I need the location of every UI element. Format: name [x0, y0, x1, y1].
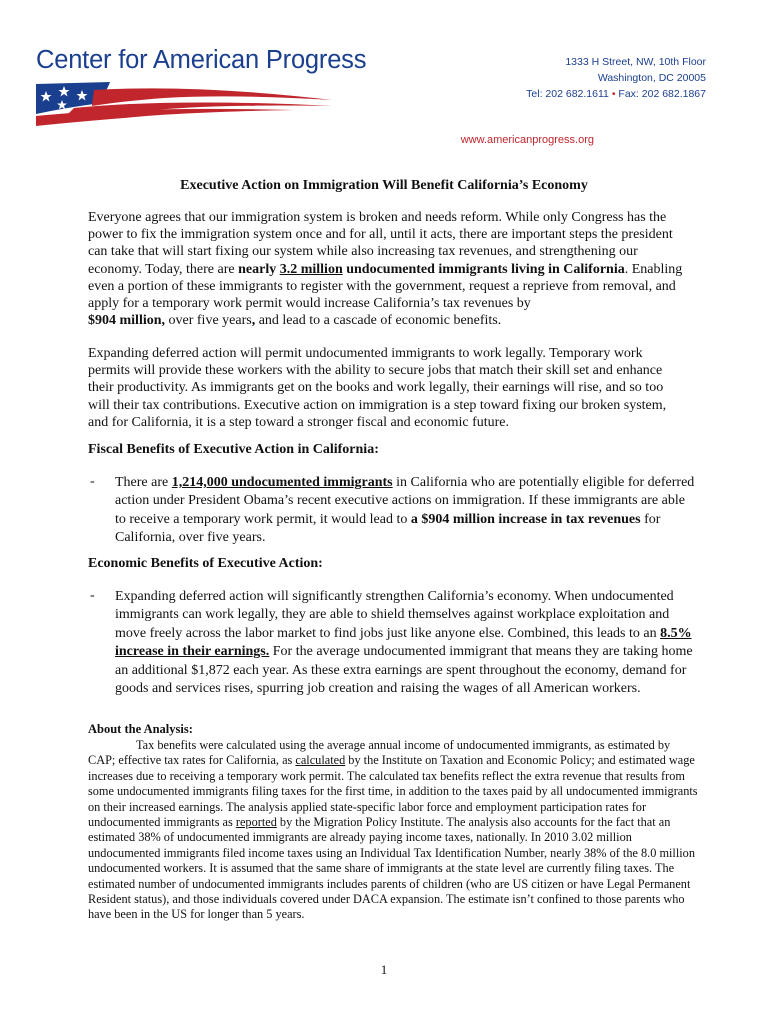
telephone: Tel: 202 682.1611	[526, 88, 609, 100]
fiscal-benefits-item: There are 1,214,000 undocumented immigrants in California who are potentially eligible for deferred action under President Obama’s recent executive actions on immigration. If these immigrants are able to receive a temporary work permit, it would lead to a $904 million increase in tax revenues for California, over five years.	[115, 475, 695, 546]
document-title: Executive Action on Immigration Will Benefit California’s Economy	[180, 178, 588, 193]
contact-numbers	[526, 86, 706, 102]
intro-paragraph: Everyone agrees that our immigration system is broken and needs reform. While only Congress has the power to fix the immigration system once and for all, until it acts, there are important steps the president can take that will start fixing our system while also increasing tax revenues, and strengthening our economy. Today, there are nearly 3.2 million undocumented immigrants living in California. Enabling even a portion of these immigrants to register with the government, request a reprieve from removal, and apply for a temporary work permit would increase California’s tax revenues by $904 million, over five years, and lead to a cascade of economic benefits.	[88, 210, 683, 329]
address-city: Washington, DC 20005	[597, 72, 706, 84]
org-logo-title: Center for American Progress	[36, 46, 367, 74]
flag-logo-icon	[34, 80, 334, 126]
address-street: 1333 H Street, NW, 10th Floor	[565, 56, 706, 68]
about-analysis-heading: About the Analysis:	[88, 722, 193, 736]
fiscal-benefits-heading: Fiscal Benefits of Executive Action in California:	[88, 442, 379, 457]
about-analysis-body: Tax benefits were calculated using the average annual income of undocumented immigrants, as estimated by CAP; effective tax rates for California, as calculated by the Institute on Taxation and Economic Policy; and estimated wage increases due to receiving a temporary work permit. The calculated tax benefits reflect the extra revenue that results from some undocumented immigrants filing taxes for the first time, in addition to the taxes paid by all undocumented immigrants on their increased earnings. The analysis applied state-specific labor force and employment participation rates for undocumented immigrants as reported by the Migration Policy Institute. The analysis also accounts for the fact that an estimated 38% of undocumented immigrants are already paying income taxes, nationally. In 2010 3.02 million undocumented immigrants filed income taxes using an Individual Tax Identification Number, nearly 38% of the 8.0 million undocumented workers. It is assumed that the same share of immigrants at the state level are currently filing taxes. The estimated number of undocumented immigrants includes parents of children (who are US citizen or have Legal Permanent Resident status), and those individuals covered under DACA expansion. The estimate isn’t confined to those parents who have been in the US for longer than 5 years.	[88, 738, 698, 922]
fiscal-bullet-dash: -	[90, 474, 95, 489]
deferred-action-paragraph: Expanding deferred action will permit undocumented immigrants to work legally. Temporary work permits will provide these workers with the ability to secure jobs that match their skill set and enhance their productivity. As immigrants get on the books and work legally, their earnings will rise, and so too will their tax contributions. Executive action on immigration is a step toward fixing our broken system, and for California, it is a step toward a stronger fiscal and economic future.	[88, 346, 667, 430]
website-url[interactable]: www.americanprogress.org	[460, 134, 594, 146]
contact-separator: •	[611, 88, 616, 100]
economic-benefits-item: Expanding deferred action will significantly strengthen California’s economy. When undocumented immigrants can work legally, they are able to shield themselves against workplace exploitation and move freely across the labor market to find jobs just like anyone else. Combined, this leads to an 8.5% increase in their earnings. For the average undocumented immigrant that means they are taking home an additional $1,872 each year. As these extra earnings are spent throughout the economy, demand for goods and services rises, spurring job creation and raising the wages of all American workers.	[115, 589, 693, 697]
page-number: 1	[380, 962, 388, 977]
fax: Fax: 202 682.1867	[618, 88, 706, 100]
calculated-link[interactable]: calculated	[295, 753, 346, 768]
economic-benefits-heading: Economic Benefits of Executive Action:	[88, 556, 323, 571]
economic-bullet-dash: -	[90, 588, 95, 603]
address-block	[526, 54, 706, 102]
reported-link[interactable]: reported	[235, 815, 277, 830]
